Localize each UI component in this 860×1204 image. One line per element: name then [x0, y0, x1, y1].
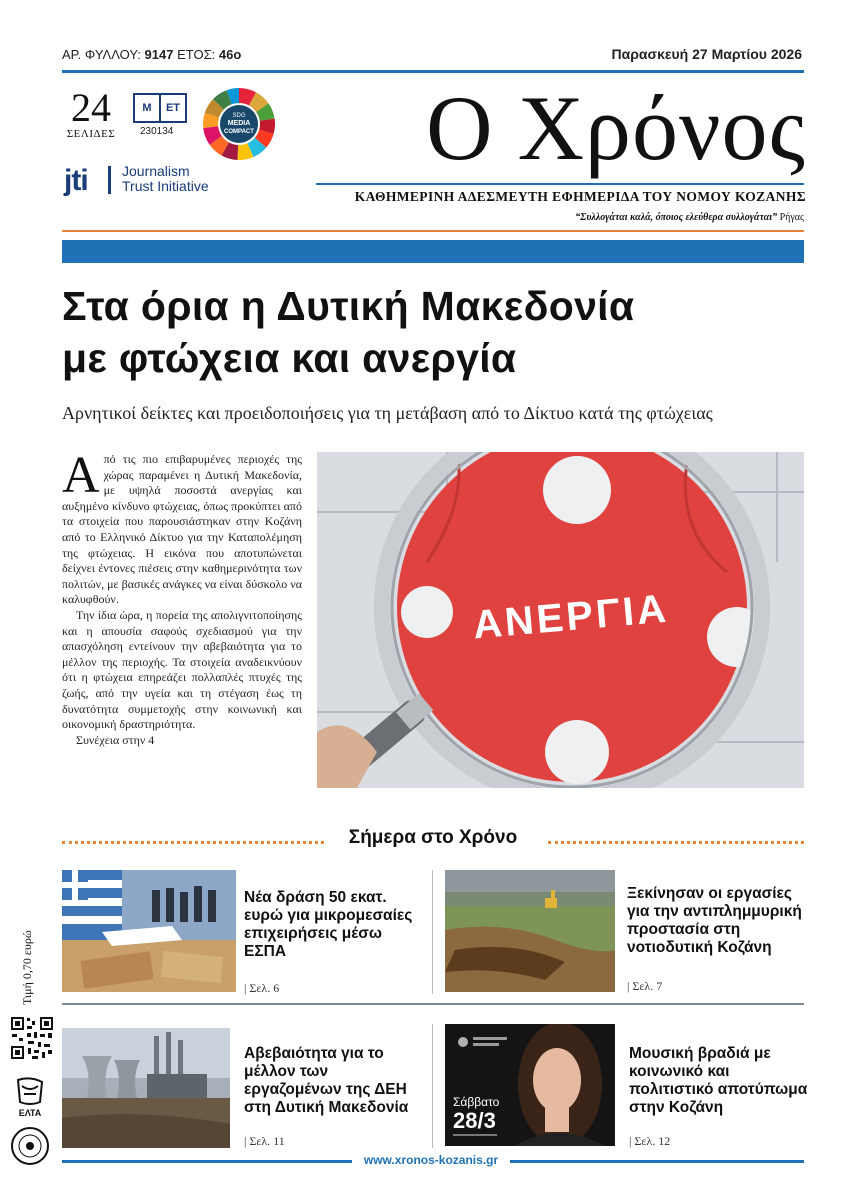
teaser-divider-bottom	[432, 1024, 433, 1148]
lead-headline[interactable]	[62, 280, 812, 384]
teaser-divider-top	[432, 870, 433, 994]
qr-code-icon[interactable]	[10, 1016, 54, 1060]
flood-works-image	[445, 870, 615, 992]
section-dots-right	[548, 841, 804, 844]
teaser-4-page: | Σελ. 12	[629, 1134, 671, 1148]
continuation-link[interactable]: Συνέχεια στην 4	[76, 732, 155, 747]
lead-article-body	[62, 447, 302, 748]
sdg-media-compact-logo	[202, 87, 276, 161]
sdg-text-2: MEDIA	[227, 120, 251, 127]
issue-date: Παρασκευή 27 Μαρτίου 2026	[611, 46, 802, 62]
teaser-1-image[interactable]	[62, 870, 236, 992]
met-logo-left: Μ	[142, 102, 152, 114]
teaser-3-image[interactable]	[62, 1028, 230, 1148]
teaser-4-image[interactable]	[445, 1024, 615, 1146]
teaser-2-title[interactable]: Ξεκίνησαν οι εργασίες για την αντιπλημμυρική προστασία στη νοτιοδυτική Κοζάνη	[627, 885, 802, 956]
business-meeting-image	[62, 870, 236, 992]
newspaper-motto	[316, 212, 804, 223]
issue-number: 9147	[144, 47, 174, 62]
jti-logo: jti	[64, 164, 88, 197]
lead-subhead: Αρνητικοί δείκτες και προειδοποιήσεις για τη μετάβαση από το Δίκτυο κατά της φτώχειας	[62, 403, 713, 423]
headline-line-2: με φτώχεια και ανεργία	[62, 335, 517, 381]
concert-poster-image	[445, 1024, 615, 1146]
met-code: 230134	[140, 126, 174, 137]
power-plant-image	[62, 1028, 230, 1148]
met-logo	[133, 93, 187, 123]
teaser-2-image[interactable]	[445, 870, 615, 992]
poster-date: 28/3	[453, 1108, 496, 1133]
website-link[interactable]: www.xronos-kozanis.gr	[363, 1153, 499, 1167]
footer-rule-left	[62, 1160, 352, 1163]
teaser-row-divider	[62, 1003, 804, 1005]
top-rule	[62, 70, 804, 73]
paragraph-1-text: πό τις πιο επιβαρυμένες περιοχές της χώρας παραμένει η Δυτική Μακεδονία, με υψηλά ποσοστά ανεργίας και αυξημένο κίνδυνο φτώχειας, όπως προκύπτει από τα στοιχεία που παρουσιάστηκαν στην Κοζάνη από το Ελληνικό Δίκτυο για την Καταπολέμηση της φτώχειας. Η εικόνα που αποτυπώνεται δείχνει έντονες πιέσεις στην καθημερινότητα των πολιτών, με βασικές ανάγκες να είναι δύσκολο να καλυφθούν.	[62, 452, 302, 607]
teaser-3-page: | Σελ. 11	[244, 1134, 285, 1148]
sdg-text-1: SDG	[232, 113, 246, 119]
pages-label: ΣΕΛΙΔΕΣ	[66, 128, 116, 140]
dropcap: Α	[62, 447, 100, 504]
teaser-3-title[interactable]: Αβεβαιότητα για το μέλλον των εργαζομένων της ΔΕΗ στη Δυτική Μακεδονία	[244, 1045, 409, 1116]
article-paragraph-1	[62, 447, 302, 608]
teaser-1-title[interactable]: Νέα δράση 50 εκατ. ευρώ για μικρομεσαίες επιχειρήσεις μέσω ΕΣΠΑ	[244, 889, 413, 960]
price-label	[20, 895, 34, 1005]
year-number: 46ο	[218, 47, 242, 62]
sdg-text-3: COMPACT	[224, 129, 254, 135]
jti-label	[122, 164, 209, 194]
price-text: Τιμή 0,70 ευρώ	[20, 930, 34, 1005]
poster-day: Σάββατο	[453, 1095, 500, 1109]
elta-text: ΕΛΤΑ	[18, 1108, 42, 1118]
today-section-title: Σήμερα στο Χρόνο	[348, 827, 518, 848]
motto-quote: “Συλλογάται καλά, όποιος ελεύθερα συλλογάται”	[575, 212, 778, 223]
lead-photo	[317, 452, 804, 788]
newspaper-title: Ο Χρόνος	[426, 77, 806, 179]
headline-line-1: Στα όρια η Δυτική Μακεδονία	[62, 283, 635, 329]
met-logo-right: ΕΤ	[159, 95, 185, 121]
article-paragraph-2: Την ίδια ώρα, η πορεία της απολιγνιτοποίησης και η απουσία σαφούς σχεδιασμού για την απασχόληση εντείνουν την αβεβαιότητα για το μέλλον της περιοχής. Τα στοιχεία αναδεικνύουν ότι η φτώχεια επηρεάζει πολλαπλές πτυχές της ζωής, από την υγεία και τη στέγαση έως τη δυνατότητα συμμετοχής στην κοινωνική και οικονομική δραστηριότητα.	[62, 607, 302, 732]
subtitle-rule	[316, 183, 804, 185]
publisher-seal	[10, 1126, 50, 1166]
photo-word: ΑΝΕΡΓΙΑ	[471, 586, 671, 648]
elta-postal-logo	[10, 1076, 50, 1122]
issue-info	[62, 47, 241, 62]
footer-rule-right	[510, 1160, 804, 1163]
masthead-rule	[62, 230, 804, 232]
unemployment-puzzle-image	[317, 452, 804, 788]
jti-line-1: Journalism	[122, 163, 190, 179]
issue-label: ΑΡ. ΦΥΛΛΟΥ:	[62, 47, 141, 62]
jti-line-2: Trust Initiative	[122, 178, 209, 194]
newspaper-subtitle: ΚΑΘΗΜΕΡΙΝΗ ΑΔΕΣΜΕΥΤΗ ΕΦΗΜΕΡΙΔΑ ΤΟΥ ΝΟΜΟΥ ΚΟΖΑΝΗΣ	[354, 189, 806, 204]
teaser-4-title[interactable]: Μουσική βραδιά με κοινωνικό και πολιτιστικό αποτύπωμα στην Κοζάνη	[629, 1045, 808, 1116]
motto-author: Ρήγας	[779, 212, 804, 223]
teaser-2-page: | Σελ. 7	[627, 979, 663, 993]
jti-divider	[108, 166, 111, 194]
pages-count: 24	[71, 85, 111, 130]
teaser-1-page: | Σελ. 6	[244, 981, 280, 995]
year-label: ΕΤΟΣ:	[177, 47, 216, 62]
blue-band	[62, 240, 804, 263]
